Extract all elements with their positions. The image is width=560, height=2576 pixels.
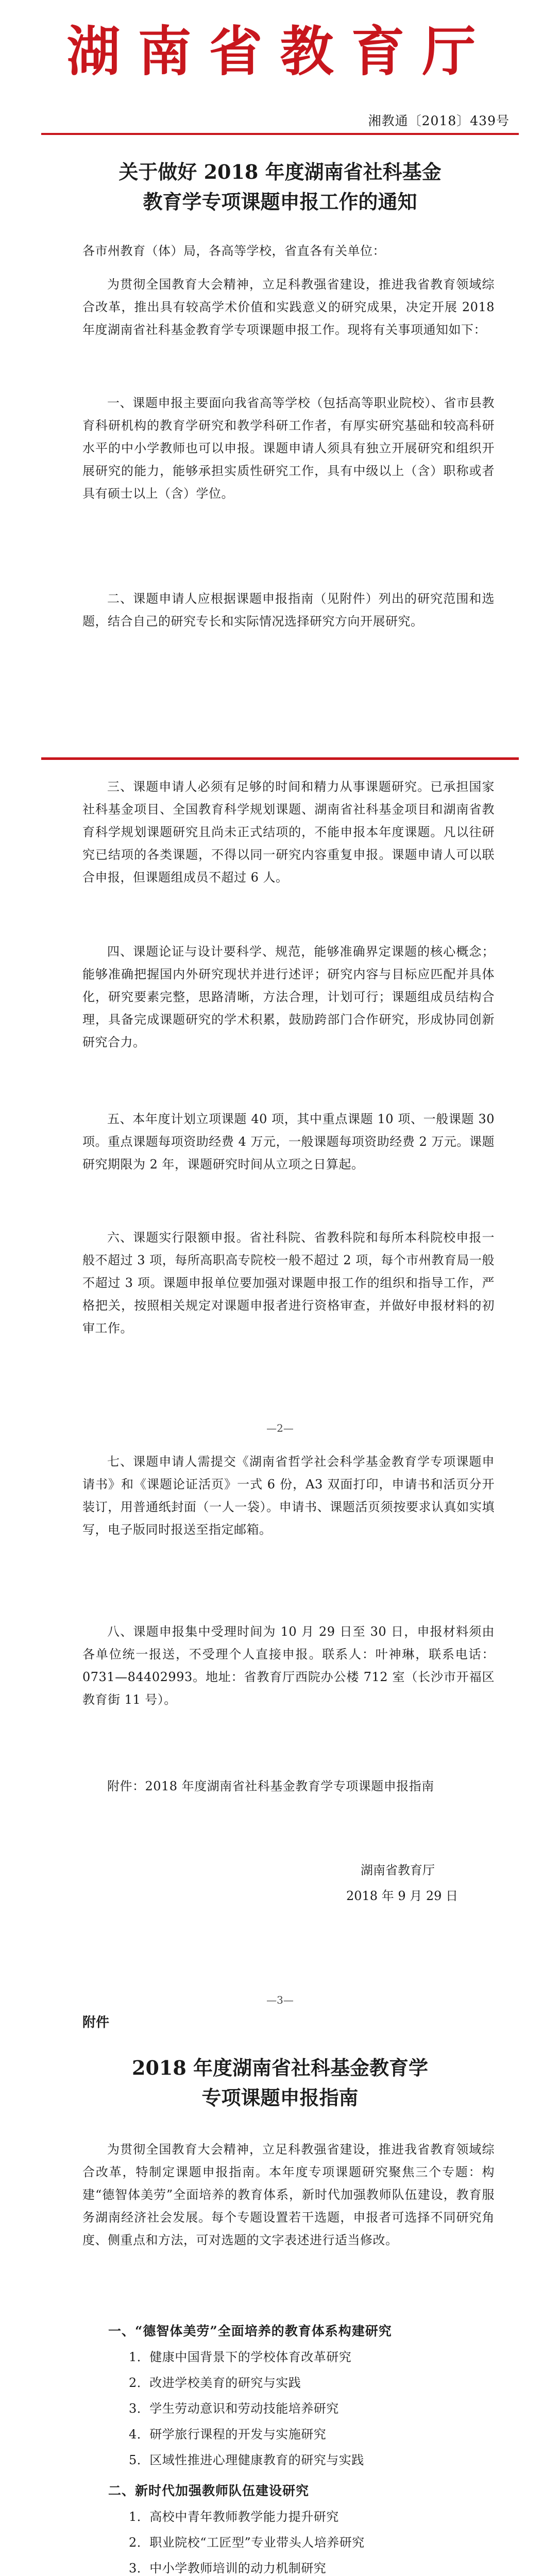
clause-1: 一、课题申报主要面向我省高等学校（包括高等职业院校）、省市县教育科研机构的教育学研究和教学科研工作者，有厚实研究基础和较高科研水平的中小学教师也可以申报。课题申请人须具有独立开展研究和组织开展研究的能力，能够承担实质性研究工作，具有中级以上（含）职称或者具有硕士以上（含）学位。 — [82, 396, 495, 501]
topic-item: 1．健康中国背景下的学校体育改革研究 — [129, 2350, 352, 2364]
notice-title — [0, 157, 560, 217]
section-heading: 二、新时代加强教师队伍建设研究 — [108, 2483, 310, 2498]
intro-paragraph: 为贯彻全国教育大会精神，立足科教强省建设，推进我省教育领域综合改革，推出具有较高学术价值和实践意义的研究成果，决定开展 2018 年度湖南省社科基金教育学专项课题申报工作。现将有关事项通知如下： — [82, 277, 495, 337]
salutation: 各市州教育（体）局，各高等学校，省直各有关单位： — [82, 244, 385, 258]
clause-3: 三、课题申请人必须有足够的时间和精力从事课题研究。已承担国家社科基金项目、全国教育科学规划课题、湖南省社科基金项目和湖南省教育科学规划课题研究且尚未正式结项的，不能申报本年度课题。凡以往研究已结项的各类课题，不得以同一研究内容重复申报。课题申请人可以联合申报，但课题组成员不超过 6 人。 — [82, 779, 495, 885]
clause-5: 五、本年度计划立项课题 40 项，其中重点课题 10 项、一般课题 30 项。重点课题每项资助经费 4 万元，一般课题每项资助经费 2 万元。课题研究期限为 2 年，课题研究时间从立项之日算起。 — [82, 1112, 495, 1172]
notice-title-line1: 关于做好 2018 年度湖南省社科基金 — [118, 160, 442, 183]
guide-intro: 为贯彻全国教育大会精神，立足科教强省建设，推进我省教育领域综合改革，特制定课题申报指南。本年度专项课题研究聚焦三个专题：构建“德智体美劳”全面培养的教育体系，新时代加强教师队伍建设，教育服务湖南经济社会发展。每个专题设置若干选题，申报者可选择不同研究角度、侧重点和方法，可对选题的文字表述进行适当修改。 — [82, 2142, 495, 2247]
attachment-note: 附件：2018 年度湖南省社科基金教育学专项课题申报指南 — [107, 1779, 434, 1793]
attachment-label: 附件 — [82, 2015, 110, 2030]
topic-item: 5．区域性推进心理健康教育的研究与实践 — [129, 2453, 364, 2467]
clause-8: 八、课题申报集中受理时间为 10 月 29 日至 30 日，申报材料须由各单位统一报送，不受理个人直接申报。联系人：叶神琳，联系电话：0731—84402993。地址：省教育厅西院办公楼 712 室（长沙市开福区教育街 11 号）。 — [82, 1624, 495, 1707]
clause-7: 七、课题申请人需提交《湖南省哲学社会科学基金教育学专项课题申请书》和《课题论证活页》一式 6 份，A3 双面打印，申请书和活页分开装订，用普通纸封面（一人一袋）。申请书、课题活页须按要求认真如实填写，电子版同时报送至指定邮箱。 — [82, 1454, 495, 1537]
document-number: 湘教通〔2018〕439号 — [368, 113, 510, 128]
page-number: —2— — [266, 1422, 294, 1434]
guide-title-line1: 2018 年度湖南省社科基金教育学 — [132, 2056, 428, 2079]
topic-item: 1．高校中青年教师教学能力提升研究 — [129, 2510, 339, 2524]
issue-date: 2018 年 9 月 29 日 — [346, 1889, 459, 1903]
guide-title-line2: 专项课题申报指南 — [201, 2086, 359, 2109]
guide-title — [0, 2053, 560, 2113]
red-divider-page-break — [41, 757, 519, 760]
topic-item: 3．学生劳动意识和劳动技能培养研究 — [129, 2401, 339, 2416]
section-heading: 一、“德智体美劳”全面培养的教育体系构建研究 — [108, 2324, 392, 2338]
clause-6: 六、课题实行限额申报。省社科院、省教科院和每所本科院校申报一般不超过 3 项，每所高职高专院校一般不超过 2 项，每个市州教育局一般不超过 3 项。课题申报单位要加强对课题申报工作的组织和指导工作，严格把关，按照相关规定对课题申报者进行资格审查，并做好申报材料的初审工作。 — [82, 1230, 495, 1335]
red-divider-top — [41, 133, 519, 135]
topic-item: 2．职业院校“工匠型”专业带头人培养研究 — [129, 2535, 365, 2550]
notice-title-line2: 教育学专项课题申报工作的通知 — [143, 190, 417, 213]
topic-item: 3．中小学教师培训的动力机制研究 — [129, 2561, 327, 2575]
topic-item: 4．研学旅行课程的开发与实施研究 — [129, 2427, 327, 2442]
clause-2: 二、课题申请人应根据课题申报指南（见附件）列出的研究范围和选题，结合自己的研究专长和实际情况选择研究方向开展研究。 — [82, 591, 495, 629]
clause-4: 四、课题论证与设计要科学、规范，能够准确界定课题的核心概念；能够准确把握国内外研究现状并进行述评；研究内容与目标应匹配并具体化，研究要素完整，思路清晰，方法合理，计划可行；课题组成员结构合理，具备完成课题研究的学术积累，鼓励跨部门合作研究，形成协同创新研究合力。 — [82, 944, 495, 1049]
page-number: —3— — [266, 1994, 294, 2006]
topic-item: 2．改进学校美育的研究与实践 — [129, 2376, 301, 2390]
issuer-name: 湖南省教育厅 — [361, 1863, 435, 1877]
masthead: 湖南省教育厅 — [66, 20, 494, 83]
